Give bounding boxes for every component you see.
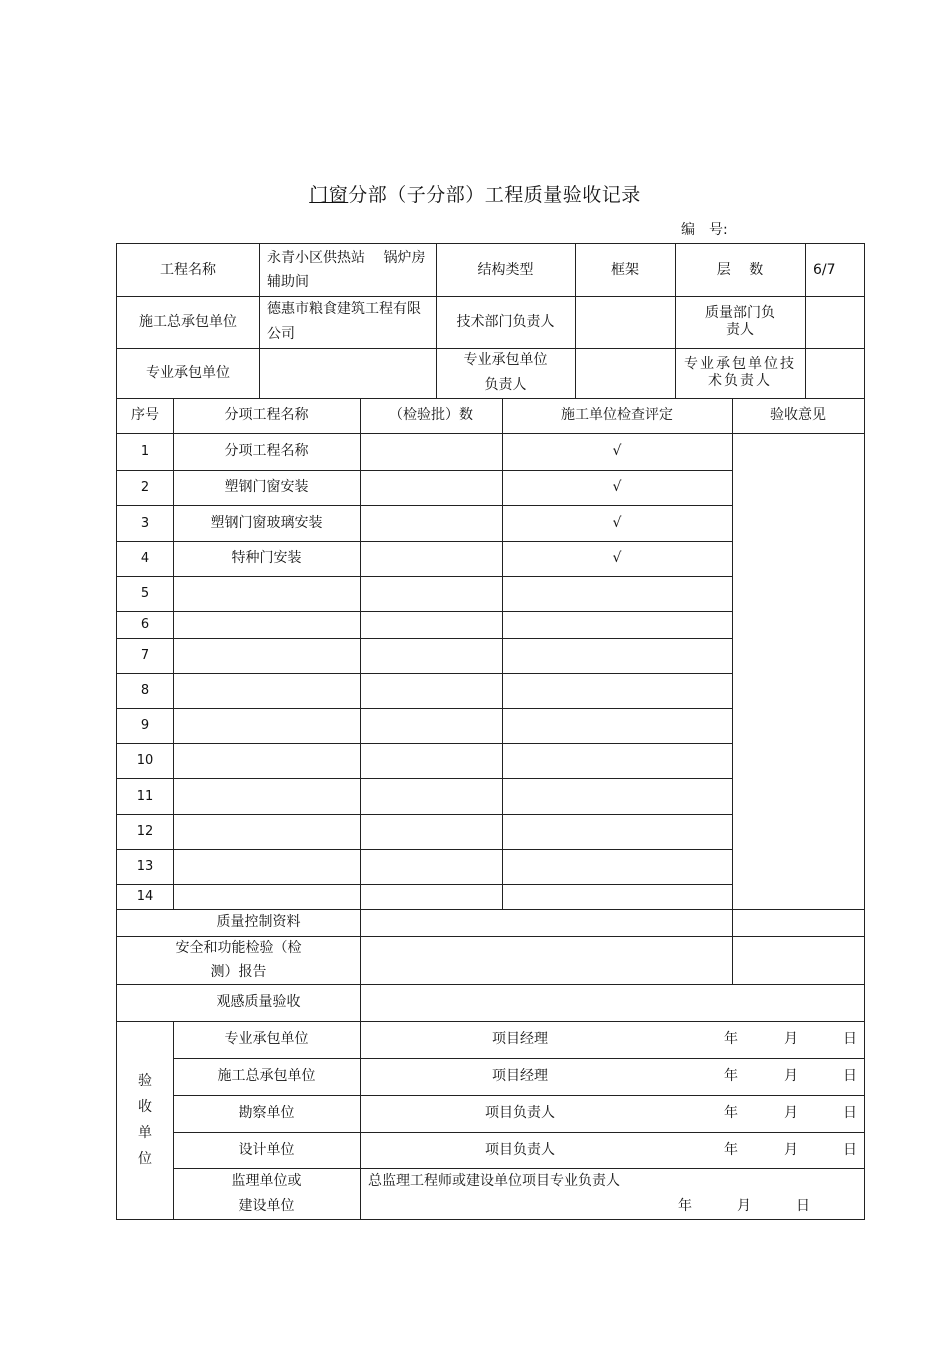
title-underlined: 门窗 [309, 184, 349, 206]
date-day: 日 [843, 1105, 857, 1121]
row-divider [117, 743, 732, 744]
item-check: √ [612, 514, 622, 531]
col-header-item-name: 分项工程名称 [224, 407, 309, 423]
acceptance-role: 项目负责人 [485, 1105, 555, 1121]
row-divider [117, 638, 732, 639]
sub-contractor-head-label: 专业承包单位负责人 [463, 352, 548, 393]
structure-type-value: 框架 [611, 261, 639, 278]
item-no: 6 [140, 617, 150, 632]
row-divider [117, 708, 732, 709]
general-contractor-value: 德惠市粮食建筑工程有限公司 [267, 301, 421, 342]
item-no: 4 [140, 551, 150, 566]
date-year: 年 [724, 1068, 738, 1084]
floors-value: 6/7 [813, 261, 836, 278]
acceptance-char: 位 [138, 1151, 152, 1167]
acceptance-unit: 勘察单位 [238, 1105, 295, 1121]
acceptance-record-table [116, 243, 865, 1220]
date-month: 月 [784, 1068, 798, 1084]
date-month: 月 [784, 1141, 798, 1158]
row-divider [117, 884, 732, 885]
row-divider [117, 814, 732, 815]
item-no: 2 [140, 480, 150, 495]
date-day: 日 [843, 1068, 857, 1084]
item-no: 14 [136, 889, 154, 904]
col-header-opinion: 验收意见 [770, 407, 826, 423]
col-header-check-eval: 施工单位检查评定 [561, 407, 673, 423]
safety-test-label: 安全和功能检验（检测）报告 [175, 940, 302, 980]
date-month: 月 [737, 1198, 751, 1214]
item-no: 5 [140, 586, 150, 601]
row-divider [117, 778, 732, 779]
item-check: √ [612, 479, 622, 495]
col-header-no: 序号 [131, 407, 159, 423]
row-divider [117, 611, 732, 612]
row-divider [117, 849, 732, 850]
tech-dept-head-label: 技术部门负责人 [456, 313, 555, 330]
row-divider [117, 576, 732, 577]
supervision-unit: 监理单位或建设单位 [231, 1172, 302, 1214]
date-year: 年 [724, 1141, 738, 1158]
item-name: 塑钢门窗玻璃安装 [210, 514, 323, 531]
item-name: 特种门安装 [231, 550, 302, 566]
item-no: 8 [140, 683, 150, 698]
project-name-label: 工程名称 [160, 261, 216, 278]
item-no: 1 [140, 444, 150, 459]
acceptance-role: 项目经理 [492, 1068, 548, 1084]
date-day: 日 [843, 1031, 857, 1047]
col-divider [805, 296, 806, 398]
item-no: 11 [136, 788, 154, 804]
date-year: 年 [724, 1105, 738, 1121]
doc-number-label: 编 号: [681, 222, 728, 238]
structure-type-label: 结构类型 [477, 261, 534, 278]
date-month: 月 [784, 1105, 798, 1121]
quality-docs-label: 质量控制资料 [216, 914, 301, 930]
col-divider [360, 398, 361, 1021]
item-no: 3 [140, 515, 150, 531]
acceptance-unit: 专业承包单位 [224, 1031, 309, 1047]
general-contractor-label: 施工总承包单位 [139, 313, 237, 330]
date-year: 年 [678, 1198, 692, 1214]
acceptance-char: 收 [138, 1099, 152, 1115]
acceptance-char: 验 [138, 1073, 152, 1089]
row-divider [117, 673, 732, 674]
acceptance-group-label [117, 1021, 173, 1219]
item-name: 分项工程名称 [224, 443, 309, 459]
item-no: 7 [140, 648, 150, 663]
floors-label: 层 数 [716, 261, 764, 278]
item-no: 12 [136, 824, 154, 839]
item-check: √ [612, 443, 622, 459]
acceptance-char: 单 [138, 1125, 152, 1141]
date-year: 年 [724, 1031, 738, 1047]
acceptance-role: 项目经理 [492, 1031, 548, 1047]
sub-contractor-tech-head-label: 专业承包单位技术负责人 [684, 356, 796, 389]
acceptance-unit: 设计单位 [238, 1141, 295, 1158]
item-no: 13 [136, 859, 154, 874]
col-divider [732, 398, 733, 984]
item-no: 10 [136, 753, 154, 768]
acceptance-role: 项目负责人 [485, 1141, 555, 1158]
item-check: √ [612, 550, 622, 566]
project-name-value: 永青小区供热站 锅炉房辅助间 [267, 250, 426, 290]
date-day: 日 [843, 1141, 857, 1158]
date-month: 月 [784, 1031, 798, 1047]
supervision-role: 总监理工程师或建设单位项目专业负责人 [368, 1172, 620, 1189]
date-day: 日 [796, 1198, 810, 1214]
item-no: 9 [140, 718, 150, 733]
acceptance-unit: 施工总承包单位 [217, 1068, 316, 1084]
sub-contractor-label: 专业承包单位 [146, 364, 230, 381]
item-name: 塑钢门窗安装 [224, 479, 309, 495]
title-rest: 分部（子分部）工程质量验收记录 [348, 184, 641, 206]
page-title [0, 180, 950, 207]
appearance-label: 观感质量验收 [216, 994, 301, 1010]
col-header-batch-count: （检验批）数 [389, 407, 473, 423]
quality-dept-head-label: 质量部门负责人 [705, 305, 775, 338]
